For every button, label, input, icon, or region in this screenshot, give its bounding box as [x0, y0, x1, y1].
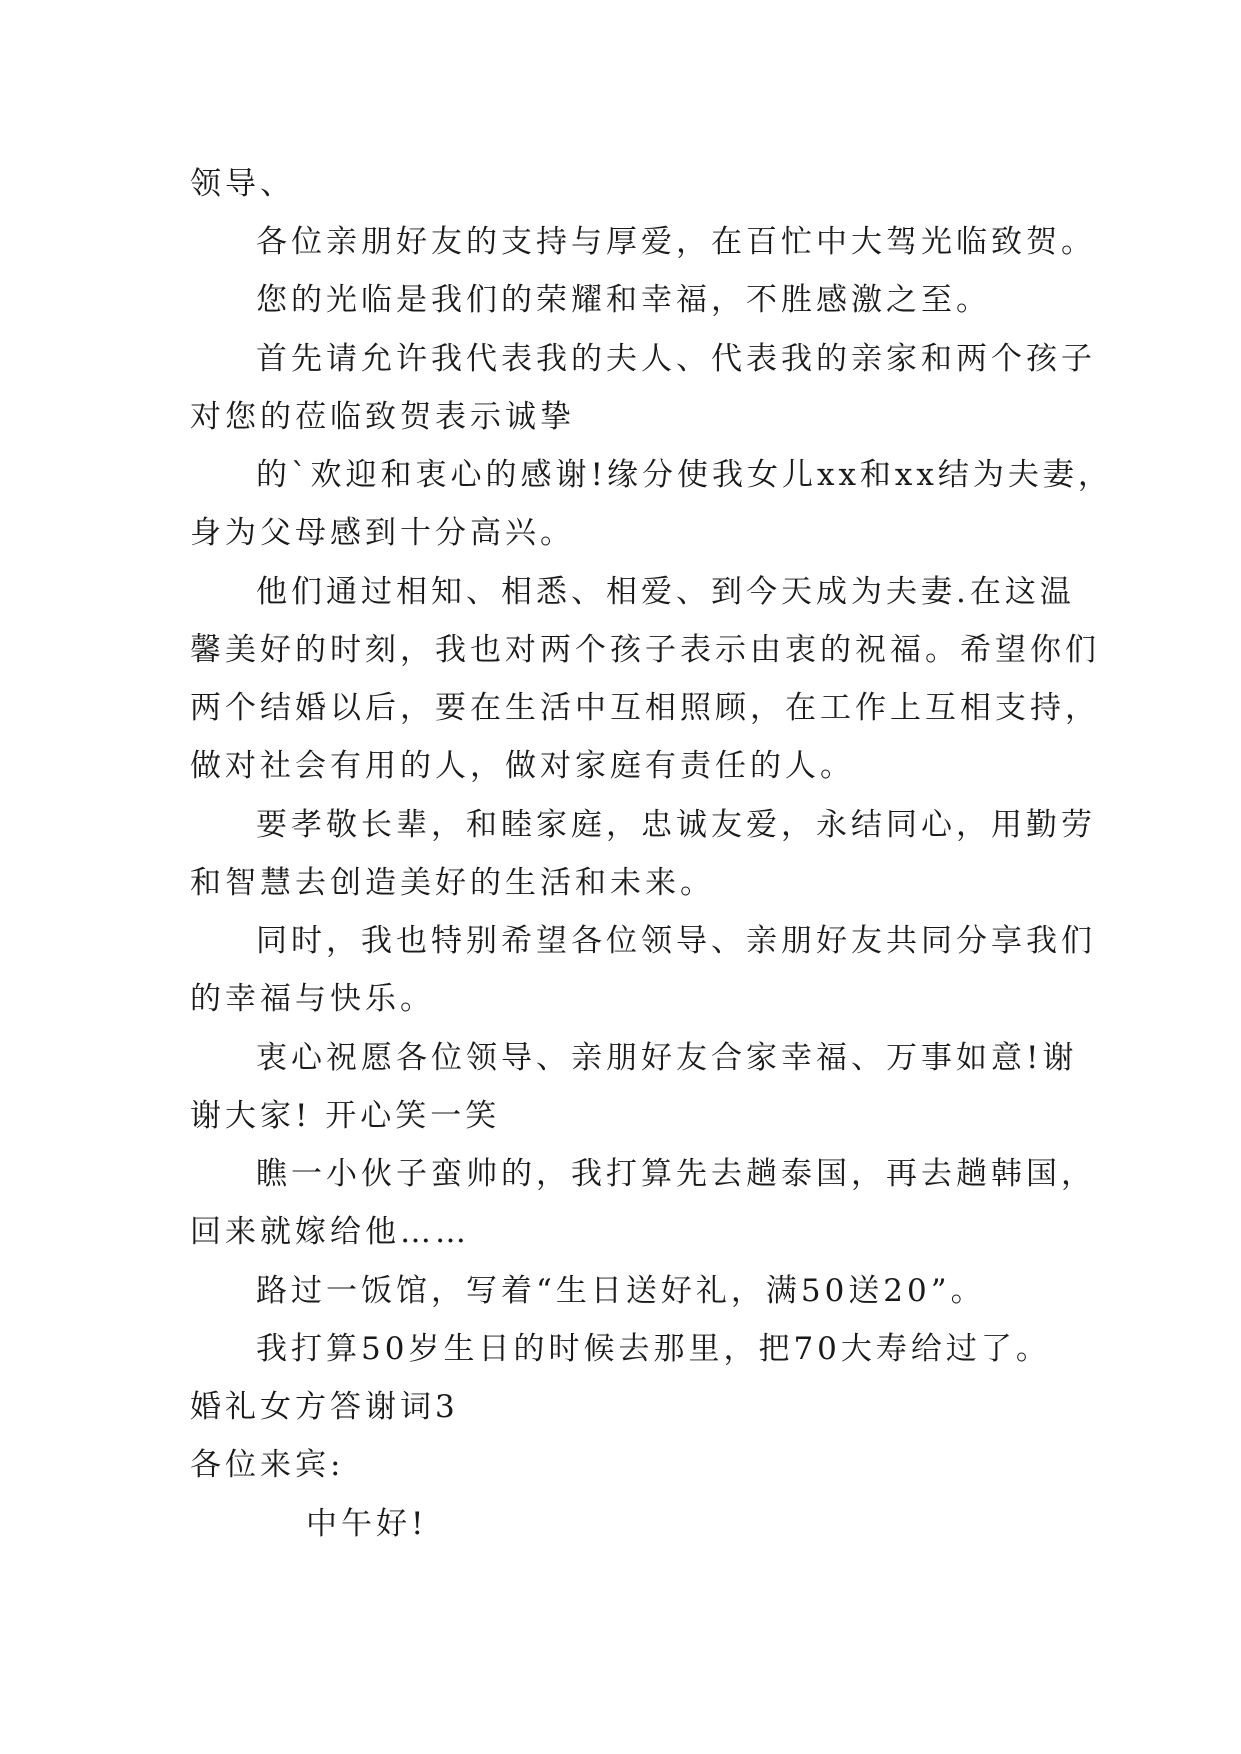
text-line: 同时，我也特别希望各位领导、亲朋好友共同分享我们: [256, 923, 1096, 959]
text-line: 身为父母感到十分高兴。: [190, 515, 575, 551]
greeting: 中午好!: [306, 1506, 428, 1542]
text-line: 我打算50岁生日的时候去那里，把70大寿给过了。: [256, 1331, 1051, 1367]
text-line: 和智慧去创造美好的生活和未来。: [190, 865, 715, 901]
text-line: 回来就嫁给他……: [190, 1214, 470, 1250]
text-line: 做对社会有用的人，做对家庭有责任的人。: [190, 748, 855, 784]
text-line: 首先请允许我代表我的夫人、代表我的亲家和两个孩子: [256, 341, 1096, 377]
text-line: 衷心祝愿各位领导、亲朋好友合家幸福、万事如意!谢: [256, 1040, 1078, 1076]
text-line: 他们通过相知、相悉、相爱、到今天成为夫妻.在这温: [256, 574, 1075, 610]
text-line: 两个结婚以后，要在生活中互相照顾，在工作上互相支持，: [190, 690, 1100, 726]
section-heading: 婚礼女方答谢词3: [190, 1389, 459, 1425]
salutation: 各位来宾:: [190, 1447, 345, 1483]
text-line: 谢大家! 开心笑一笑: [190, 1098, 501, 1134]
text-line: 的`欢迎和衷心的感谢!缘分使我女儿xx和xx结为夫妻，: [256, 457, 1113, 493]
text-line: 对您的莅临致贺表示诚挚: [190, 399, 575, 435]
text-line: 各位亲朋好友的支持与厚爱，在百忙中大驾光临致贺。: [256, 224, 1096, 260]
text-line: 领导、: [190, 166, 295, 202]
text-line: 要孝敬长辈，和睦家庭，忠诚友爱，永结同心，用勤劳: [256, 807, 1096, 843]
text-line: 馨美好的时刻，我也对两个孩子表示由衷的祝福。希望你们: [190, 632, 1100, 668]
text-line: 路过一饭馆，写着“生日送好礼，满50送20”。: [256, 1273, 986, 1309]
text-line: 的幸福与快乐。: [190, 981, 435, 1017]
text-line: 瞧一小伙子蛮帅的，我打算先去趟泰国，再去趟韩国，: [256, 1156, 1096, 1192]
text-line: 您的光临是我们的荣耀和幸福，不胜感激之至。: [256, 282, 991, 318]
